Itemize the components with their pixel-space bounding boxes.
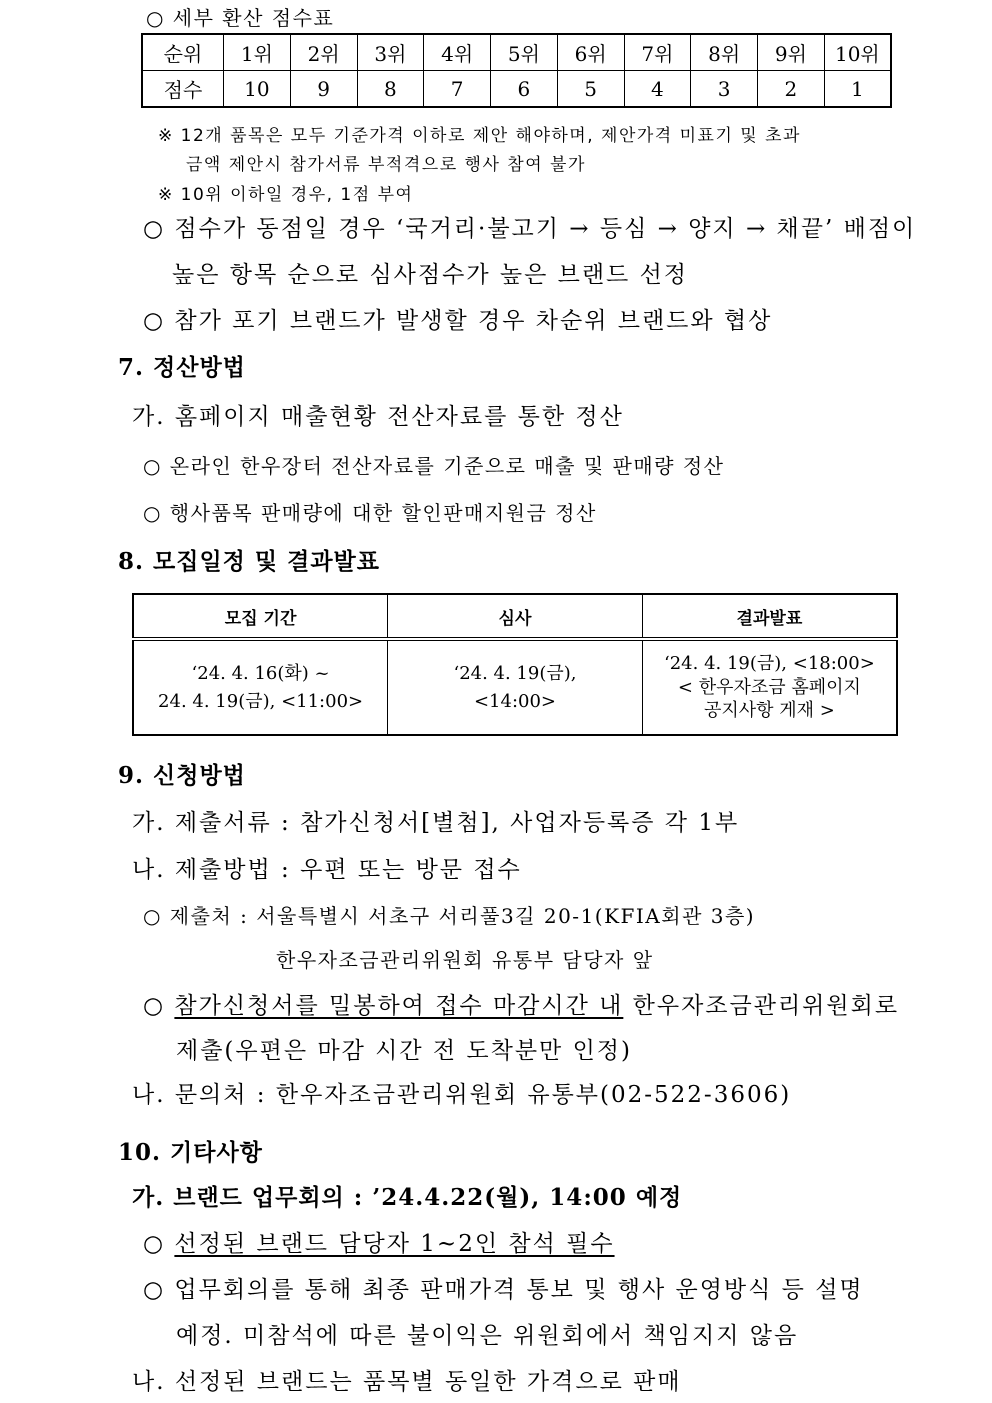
- section9-deadline: [143, 987, 899, 1020]
- result-where: < 한우자조금 홈페이지: [677, 676, 861, 698]
- header-result: 결과발표: [642, 594, 897, 639]
- schedule-row: [133, 639, 897, 735]
- deadline-bullet: ○: [143, 993, 166, 1019]
- review-time: <14:00>: [473, 690, 556, 712]
- score-cell: 2: [758, 71, 825, 108]
- period-start: ‘24. 4. 16(화) ~: [191, 662, 330, 684]
- header-period: 모집 기간: [133, 594, 388, 639]
- header-review: 심사: [388, 594, 643, 639]
- rank-cell: 2위: [290, 34, 357, 71]
- section8-title: 8. 모집일정 및 결과발표: [118, 548, 380, 575]
- section9-contact: 나. 문의처 : 한우자조금관리위원회 유통부(02-522-3606): [132, 1082, 792, 1108]
- cell-period: [133, 639, 388, 735]
- rank-cell: 10위: [824, 34, 891, 71]
- section10-title: 10. 기타사항: [118, 1139, 263, 1166]
- rank-cell: 9위: [758, 34, 825, 71]
- section10-same-price: 나. 선정된 브랜드는 품목별 동일한 가격으로 판매: [132, 1369, 682, 1395]
- schedule-table: [132, 593, 898, 736]
- score-cell: 7: [424, 71, 491, 108]
- section10-meeting: 가. 브랜드 업무회의 : ’24.4.22(월), 14:00 예정: [132, 1184, 683, 1211]
- section9-title: 9. 신청방법: [118, 762, 246, 789]
- rank-cell: 7위: [624, 34, 691, 71]
- score-cell: 4: [624, 71, 691, 108]
- deadline-underlined: 참가신청서를 밀봉하여 접수 마감시간 내: [174, 993, 624, 1019]
- result-date: ‘24. 4. 19(금), <18:00>: [664, 653, 875, 675]
- attendance-bullet: ○: [143, 1231, 166, 1257]
- score-row: [142, 71, 891, 108]
- section9-method: 나. 제출방법 : 우편 또는 방문 접수: [132, 857, 522, 883]
- rank-cell: 6위: [557, 34, 624, 71]
- rank-label: 순위: [142, 34, 224, 71]
- attendance-underlined: 선정된 브랜드 담당자 1~2인 참석 필수: [174, 1231, 615, 1257]
- note-proposal-price: ※ 12개 품목은 모두 기준가격 이하로 제안 해야하며, 제안가격 미표기 및 초과: [158, 126, 801, 146]
- rank-cell: 3위: [357, 34, 424, 71]
- section7-bullet-discount: ○ 행사품목 판매량에 대한 할인판매지원금 정산: [143, 501, 597, 525]
- score-label: 점수: [142, 71, 224, 108]
- cell-result: [642, 639, 897, 735]
- section9-documents: 가. 제출서류 : 참가신청서[별첨], 사업자등록증 각 1부: [132, 810, 740, 836]
- score-cell: 5: [557, 71, 624, 108]
- review-date: ‘24. 4. 19(금),: [453, 662, 577, 684]
- score-cell: 6: [491, 71, 558, 108]
- tie-rule: ○ 점수가 동점일 경우 ‘국거리·불고기 → 등심 → 양지 → 채끝’ 배점이: [143, 216, 917, 242]
- period-end: 24. 4. 19(금), <11:00>: [158, 690, 364, 712]
- rank-cell: 1위: [224, 34, 291, 71]
- section7-item-ga: 가. 홈페이지 매출현황 전산자료를 통한 정산: [132, 404, 624, 430]
- cell-review: [388, 639, 643, 735]
- schedule-header-row: [133, 594, 897, 639]
- score-cell: 10: [224, 71, 291, 108]
- section10-explanation-cont: 예정. 미참석에 따른 불이익은 위원회에서 책임지지 않음: [176, 1323, 799, 1349]
- section9-deadline-cont: 제출(우편은 마감 시간 전 도착분만 인정): [176, 1038, 632, 1064]
- section7-bullet-online: ○ 온라인 한우장터 전산자료를 기준으로 매출 및 판매량 정산: [143, 454, 725, 478]
- rank-row: [142, 34, 891, 71]
- section9-address-cont: 한우자조금관리위원회 유통부 담당자 앞: [276, 948, 654, 972]
- section10-attendance: [143, 1225, 615, 1258]
- section9-address: ○ 제출처 : 서울특별시 서초구 서리풀3길 20-1(KFIA회관 3층): [143, 904, 756, 928]
- score-cell: 1: [824, 71, 891, 108]
- section7-title: 7. 정산방법: [118, 354, 246, 381]
- rank-cell: 5위: [491, 34, 558, 71]
- rank-cell: 4위: [424, 34, 491, 71]
- forfeit-rule: ○ 참가 포기 브랜드가 발생할 경우 차순위 브랜드와 협상: [143, 308, 773, 334]
- deadline-rest: 한우자조금관리위원회로: [623, 993, 900, 1019]
- score-cell: 9: [290, 71, 357, 108]
- score-conversion-table: [141, 33, 892, 108]
- note-below-10th: ※ 10위 이하일 경우, 1점 부여: [158, 185, 414, 205]
- rank-cell: 8위: [691, 34, 758, 71]
- note-proposal-price-cont: 금액 제안시 참가서류 부적격으로 행사 참여 불가: [186, 155, 586, 175]
- score-table-heading: ○ 세부 환산 점수표: [146, 6, 335, 30]
- result-where-cont: 공지사항 게재 >: [703, 700, 835, 722]
- tie-rule-cont: 높은 항목 순으로 심사점수가 높은 브랜드 선정: [172, 262, 689, 288]
- section10-explanation: ○ 업무회의를 통해 최종 판매가격 통보 및 행사 운영방식 등 설명: [143, 1277, 864, 1303]
- score-cell: 8: [357, 71, 424, 108]
- score-cell: 3: [691, 71, 758, 108]
